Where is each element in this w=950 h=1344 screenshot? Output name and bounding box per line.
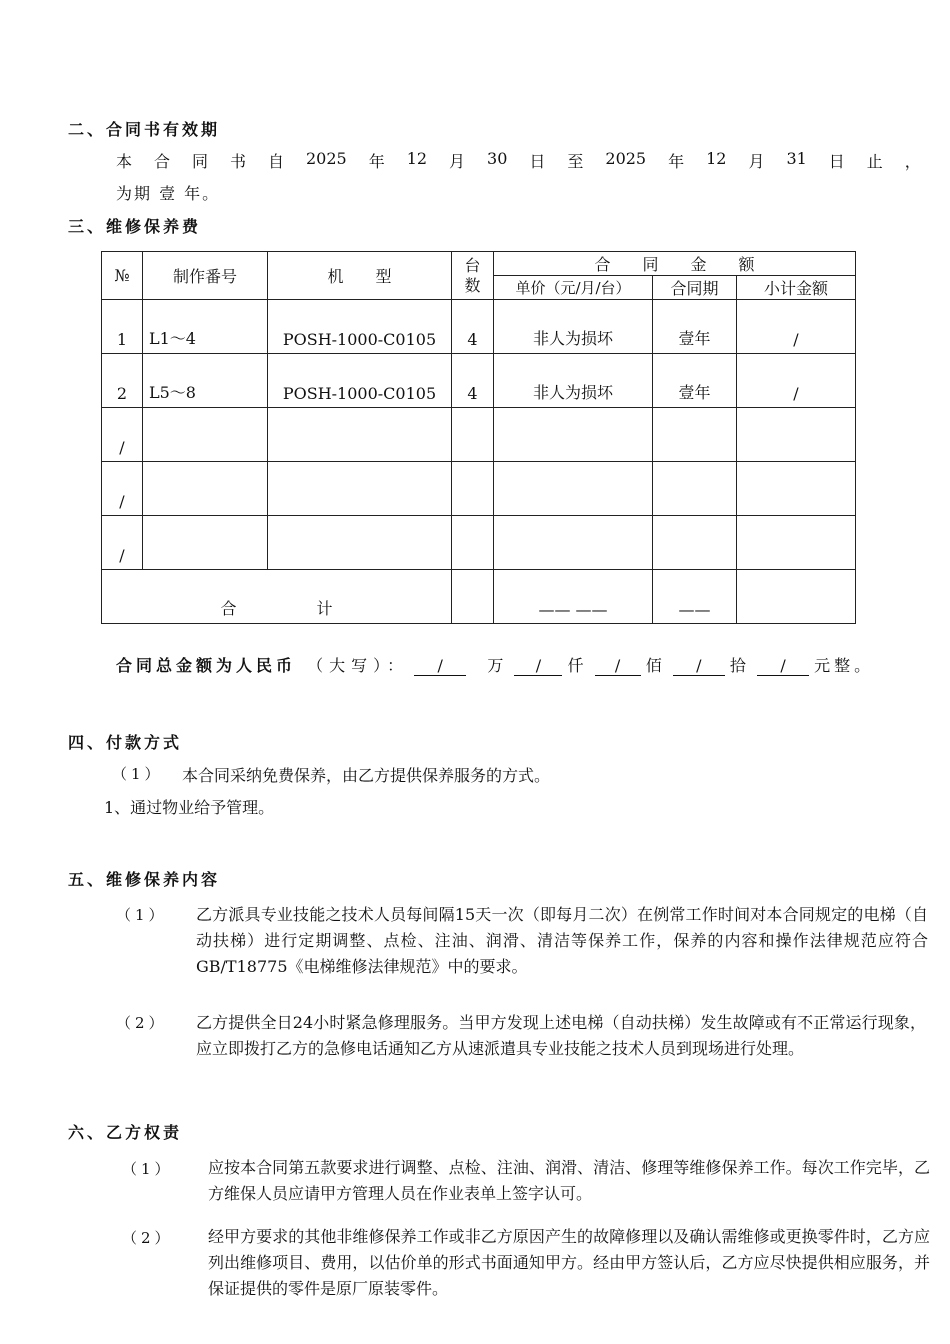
total-qty — [452, 570, 494, 624]
row-qty: 4 — [452, 354, 494, 408]
period-token: 至 — [567, 152, 584, 171]
row-unit-price: 非人为损坏 — [494, 300, 653, 354]
amount-qian-unit: 仟 — [567, 656, 584, 675]
section6-item1-no: （1） — [122, 1160, 174, 1178]
row-no: / — [102, 516, 143, 570]
row-period — [653, 516, 737, 570]
row-period — [653, 462, 737, 516]
row-model — [268, 408, 452, 462]
section5-item1: 乙方派具专业技能之技术人员每间隔15天一次（即每月二次）在例常工作时间对本合同规定的电梯（自动扶梯）进行定期调整、点检、注油、润滑、清洁等保养工作，保养的内容和操作法律规范应符合GB/T18775《电梯维修法律规范》中的要求。 — [196, 905, 928, 976]
row-unit-price — [494, 516, 653, 570]
period-line2: 为期 壹 年。 — [116, 184, 221, 203]
row-serial: L1～4 — [143, 300, 268, 354]
row-subtotal: / — [737, 300, 856, 354]
row-qty — [452, 408, 494, 462]
row-serial — [143, 462, 268, 516]
table-row — [102, 354, 856, 408]
section5-item1-no: （1） — [116, 906, 168, 924]
total-period: —— — [653, 570, 737, 624]
period-token: 同 — [192, 152, 209, 171]
row-no: 1 — [102, 300, 143, 354]
period-token: 月 — [748, 152, 765, 171]
fee-table — [101, 251, 856, 624]
row-model — [268, 462, 452, 516]
row-qty — [452, 516, 494, 570]
period-token: 30 — [487, 149, 508, 168]
period-token: 止 — [866, 152, 883, 171]
row-serial — [143, 516, 268, 570]
period-token: 年 — [368, 152, 385, 171]
section6-item2: 经甲方要求的其他非维修保养工作或非乙方原因产生的故障修理以及确认需维修或更换零件时，乙方应列出维修项目、费用，以估价单的形式书面通知甲方。经由甲方签认后，乙方应尽快提供相应服务，并保证提供的零件是原厂原装零件。 — [208, 1227, 930, 1298]
period-line1 — [116, 149, 921, 172]
period-token: ， — [904, 152, 921, 171]
row-unit-price — [494, 408, 653, 462]
section4-title: 四、付款方式 — [68, 733, 183, 752]
section5-title: 五、维修保养内容 — [68, 870, 221, 889]
section5-item2: 乙方提供全日24小时紧急修理服务。当甲方发现上述电梯（自动扶梯）发生故障或有不正常运行现象，应立即拨打乙方的急修电话通知乙方从速派遣具专业技能之技术人员到现场进行处理。 — [196, 1013, 926, 1058]
period-token: 12 — [406, 149, 428, 168]
table-row — [102, 300, 856, 354]
row-period — [653, 408, 737, 462]
row-no: / — [102, 462, 143, 516]
amount-bai: / — [595, 657, 641, 676]
row-model — [268, 516, 452, 570]
total-unit-price: —— —— — [494, 570, 653, 624]
header-amount-group: 合 同 金 额 — [494, 252, 856, 276]
total-amount-label: 合同总金额为人民币 — [116, 656, 297, 675]
period-token: 本 — [116, 152, 133, 171]
row-qty — [452, 462, 494, 516]
header-period: 合同期 — [653, 276, 737, 300]
section4-item1: 本合同采纳免费保养，由乙方提供保养服务的方式。 — [182, 766, 551, 785]
header-serial: 制作番号 — [143, 252, 268, 300]
period-token: 31 — [786, 149, 807, 168]
amount-shi: / — [673, 657, 725, 676]
section4-item2: 1、通过物业给予管理。 — [104, 798, 275, 817]
period-token: 2025 — [605, 149, 647, 168]
period-token: 书 — [230, 152, 247, 171]
table-row — [102, 462, 856, 516]
header-model: 机 型 — [268, 252, 452, 300]
row-subtotal — [737, 408, 856, 462]
period-token: 月 — [449, 152, 466, 171]
row-model: POSH-1000-C0105 — [268, 300, 452, 354]
amount-yuan: / — [757, 657, 809, 676]
table-row — [102, 408, 856, 462]
row-serial — [143, 408, 268, 462]
section3-title: 三、维修保养费 — [68, 217, 202, 236]
header-subtotal: 小计金额 — [737, 276, 856, 300]
row-subtotal: / — [737, 354, 856, 408]
amount-wan: / — [414, 657, 466, 676]
period-token: 2025 — [306, 149, 347, 168]
row-subtotal — [737, 516, 856, 570]
header-no: № — [102, 252, 143, 300]
period-token: 自 — [268, 152, 285, 171]
amount-yuan-unit: 元整。 — [814, 656, 875, 675]
row-serial: L5～8 — [143, 354, 268, 408]
period-token: 合 — [154, 152, 171, 171]
amount-qian: / — [514, 657, 562, 676]
row-period: 壹年 — [653, 354, 737, 408]
period-token: 年 — [668, 152, 685, 171]
row-model: POSH-1000-C0105 — [268, 354, 452, 408]
total-amount-paren: （大写）： — [307, 656, 410, 675]
table-row — [102, 516, 856, 570]
total-subtotal — [737, 570, 856, 624]
period-token: 日 — [529, 152, 546, 171]
row-qty: 4 — [452, 300, 494, 354]
row-subtotal — [737, 462, 856, 516]
row-no: / — [102, 408, 143, 462]
section6-item1: 应按本合同第五款要求进行调整、点检、注油、润滑、清洁、修理等维修保养工作。每次工作完毕，乙方维保人员应请甲方管理人员在作业表单上签字认可。 — [208, 1158, 930, 1203]
amount-bai-unit: 佰 — [645, 656, 662, 675]
amount-wan-unit: 万 — [487, 656, 504, 675]
section6-item2-no: （2） — [122, 1229, 174, 1247]
row-no: 2 — [102, 354, 143, 408]
period-token: 日 — [828, 152, 845, 171]
section5-item2-no: （2） — [116, 1014, 168, 1032]
period-token: 12 — [706, 149, 727, 168]
section2-title: 二、合同书有效期 — [68, 120, 221, 139]
section4-item1-no: （1） — [112, 765, 164, 783]
total-amount-line — [116, 653, 874, 676]
total-label: 合 计 — [102, 570, 452, 624]
row-unit-price: 非人为损坏 — [494, 354, 653, 408]
amount-shi-unit: 拾 — [729, 656, 746, 675]
row-period: 壹年 — [653, 300, 737, 354]
row-unit-price — [494, 462, 653, 516]
header-unit-price: 单价（元/月/台） — [494, 276, 653, 300]
section6-title: 六、乙方权责 — [68, 1123, 183, 1142]
header-qty: 台数 — [452, 252, 494, 300]
